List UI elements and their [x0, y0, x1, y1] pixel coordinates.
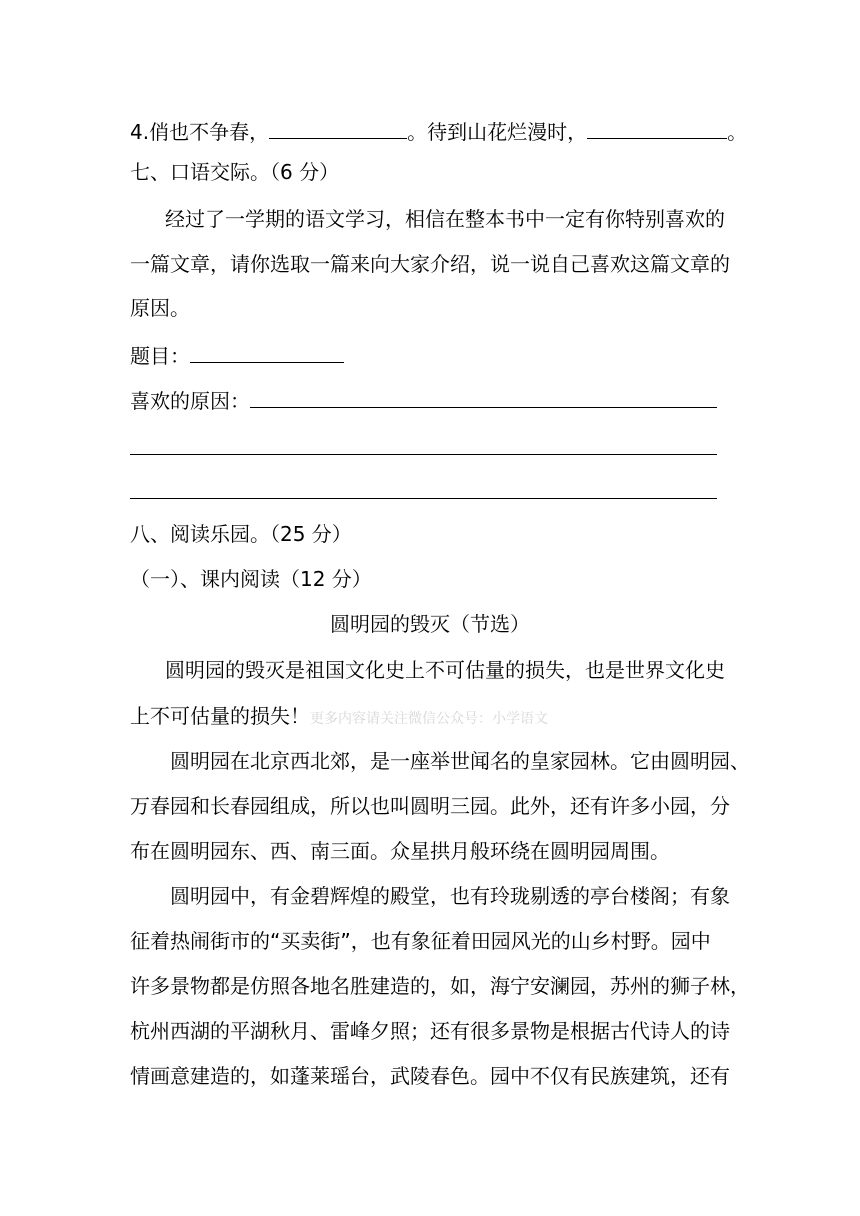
title-blank[interactable] — [190, 340, 344, 363]
paragraph-1-line-1: 圆明园的毁灭是祖国文化史上不可估量的损失，也是世界文化史 — [165, 658, 725, 682]
paragraph-3-line-5: 情画意建造的，如蓬莱瑶台，武陵春色。园中不仅有民族建筑，还有 — [130, 1064, 730, 1088]
paragraph-1-line-2 — [130, 702, 730, 733]
q4-text-1: 4.俏也不争春， — [130, 120, 270, 144]
passage-title: 圆明园的毁灭（节选） — [330, 612, 530, 636]
section-8-subheading: （一）、课内阅读（12 分） — [130, 567, 372, 591]
section-8-heading: 八、阅读乐园。（25 分） — [130, 522, 352, 546]
paragraph-3-line-2: 征着热闹街市的“买卖街”，也有象征着田园风光的山乡村野。园中 — [130, 929, 711, 953]
reason-blank-1[interactable] — [250, 385, 717, 408]
reason-blank-3[interactable] — [130, 498, 717, 499]
watermark-text: 更多内容请关注微信公众号：小学语文 — [310, 711, 548, 727]
paragraph-1-text: 上不可估量的损失！ — [130, 704, 310, 728]
question-4 — [130, 116, 748, 146]
section-7-prompt-line-3: 原因。 — [130, 296, 190, 320]
paragraph-3-line-3: 许多景物都是仿照各地名胜建造的，如，海宁安澜园，苏州的狮子林， — [130, 974, 750, 998]
section-7-prompt-line-1: 经过了一学期的语文学习，相信在整本书中一定有你特别喜欢的 — [165, 207, 725, 231]
q4-text-3: 。 — [727, 120, 748, 144]
title-label: 题目： — [130, 344, 190, 368]
reason-row — [130, 385, 730, 415]
title-row — [130, 340, 730, 370]
reason-blank-2[interactable] — [130, 454, 717, 455]
section-7-heading: 七、口语交际。（6 分） — [130, 160, 340, 184]
reason-label: 喜欢的原因： — [130, 389, 250, 413]
paragraph-2-line-1: 圆明园在北京西北郊，是一座举世闻名的皇家园林。它由圆明园、 — [170, 749, 750, 773]
q4-blank-2[interactable] — [587, 116, 727, 139]
section-7-prompt-line-2: 一篇文章，请你选取一篇来向大家介绍，说一说自己喜欢这篇文章的 — [130, 252, 730, 276]
paragraph-2-line-2: 万春园和长春园组成，所以也叫圆明三园。此外，还有许多小园，分 — [130, 794, 730, 818]
q4-blank-1[interactable] — [269, 116, 407, 139]
paragraph-3-line-4: 杭州西湖的平湖秋月、雷峰夕照；还有很多景物是根据古代诗人的诗 — [130, 1019, 730, 1043]
q4-text-2: 。待到山花烂漫时， — [407, 120, 588, 144]
paragraph-3-line-1: 圆明园中，有金碧辉煌的殿堂，也有玲珑剔透的亭台楼阁；有象 — [170, 884, 730, 908]
paragraph-2-line-3: 布在圆明园东、西、南三面。众星拱月般环绕在圆明园周围。 — [130, 839, 670, 863]
